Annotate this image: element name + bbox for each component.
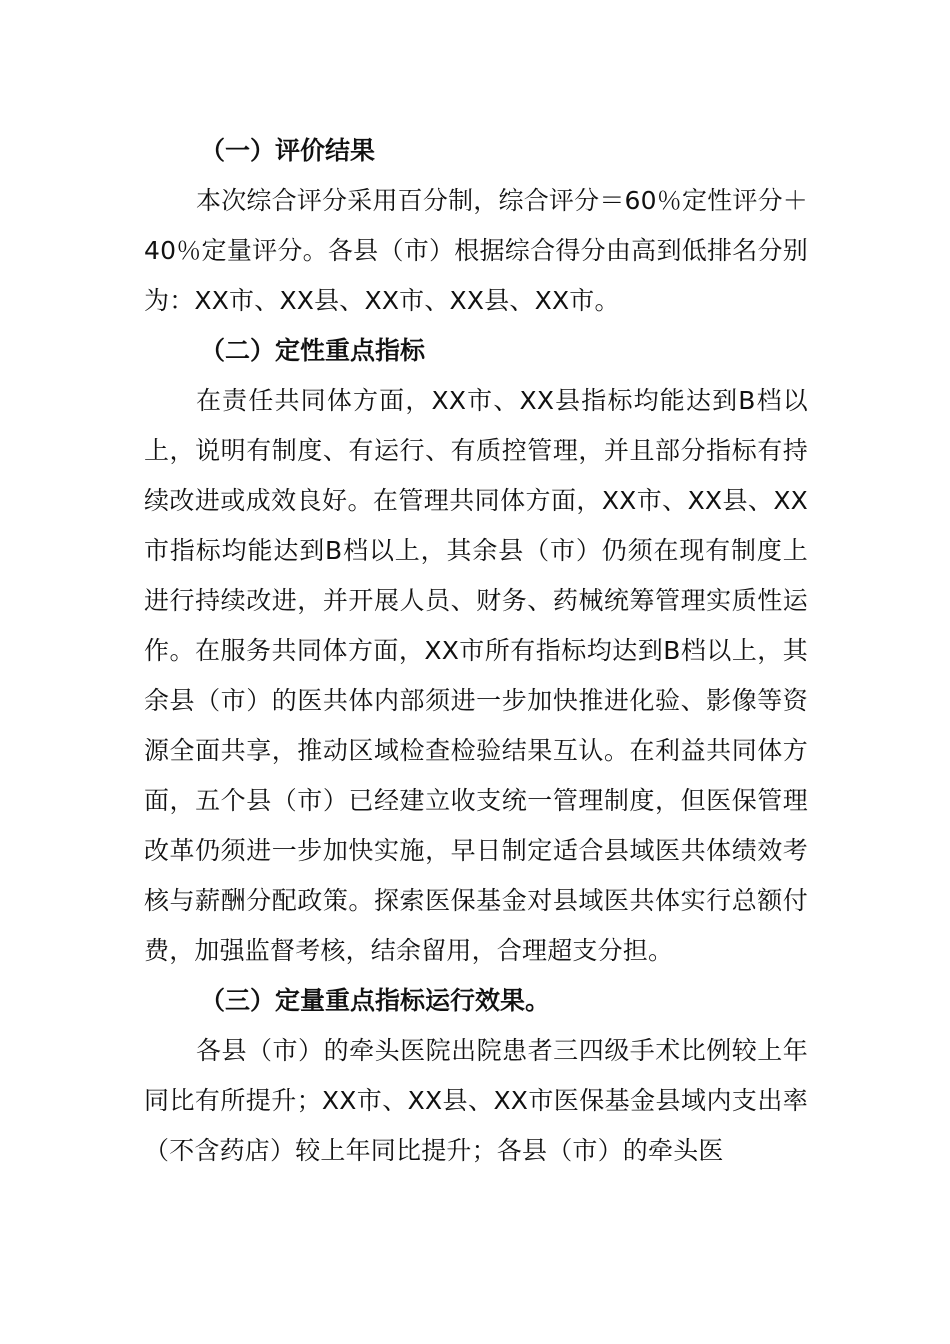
- section-paragraph-evaluation-results: 本次综合评分采用百分制，综合评分＝60％定性评分＋40％定量评分。各县（市）根据综合得分由高到低排名分别为：XX市、XX县、XX市、XX县、XX市。: [144, 186, 808, 315]
- section-heading-evaluation-results: （一）评价结果: [200, 136, 376, 165]
- section-heading-quantitative-indicators: （三）定量重点指标运行效果。: [200, 986, 551, 1015]
- document-body: [144, 126, 808, 1176]
- section-paragraph-qualitative-indicators: 在责任共同体方面，XX市、XX县指标均能达到B档以上，说明有制度、有运行、有质控管理，并且部分指标有持续改进或成效良好。在管理共同体方面，XX市、XX县、XX市指标均能达到B档以上，其余县（市）仍须在现有制度上进行持续改进，并开展人员、财务、药械统筹管理实质性运作。在服务共同体方面，XX市所有指标均达到B档以上，其余县（市）的医共体内部须进一步加快推进化验、影像等资源全面共享，推动区域检查检验结果互认。在利益共同体方面，五个县（市）已经建立收支统一管理制度，但医保管理改革仍须进一步加快实施，早日制定适合县域医共体绩效考核与薪酬分配政策。探索医保基金对县域医共体实行总额付费，加强监督考核，结余留用，合理超支分担。: [144, 386, 808, 965]
- section-heading-qualitative-indicators: （二）定性重点指标: [200, 336, 426, 365]
- section-paragraph-quantitative-indicators: 各县（市）的牵头医院出院患者三四级手术比例较上年同比有所提升；XX市、XX县、XX市医保基金县域内支出率（不含药店）较上年同比提升；各县（市）的牵头医: [144, 1036, 808, 1165]
